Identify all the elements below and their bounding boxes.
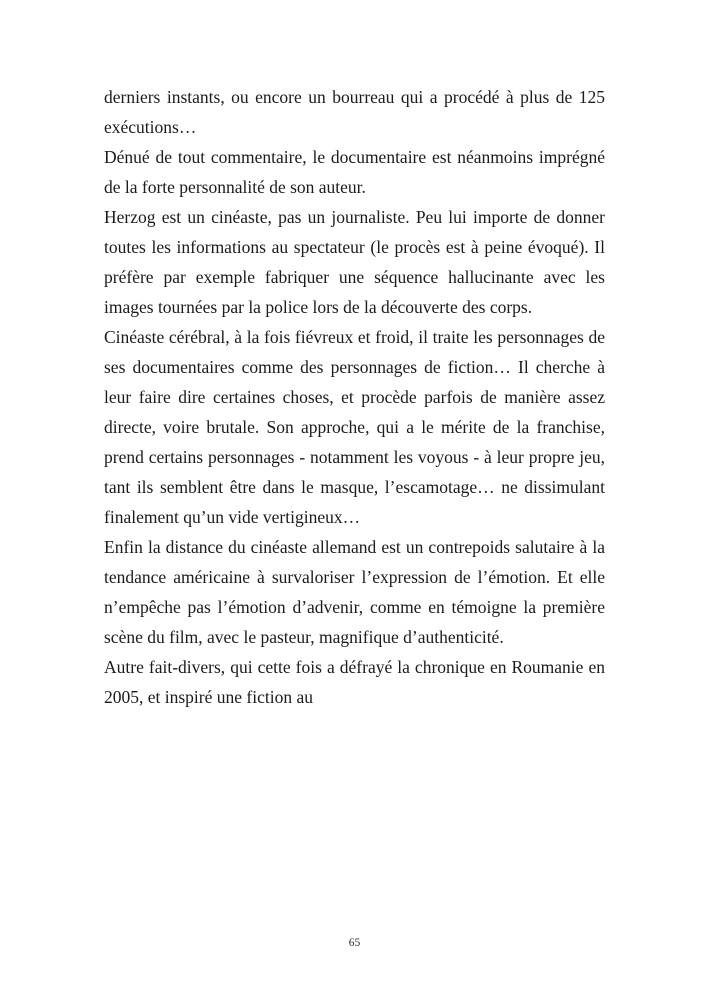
paragraph: Autre fait-divers, qui cette fois a défrayé la chronique en Roumanie en 2005, et inspiré une fiction au (104, 657, 605, 707)
paragraph: Herzog est un cinéaste, pas un journaliste. Peu lui importe de donner toutes les informations au spectateur (le procès est à peine évoqué). Il préfère par exemple fabriquer une séquence hallucinante avec les images tournées par la police lors de la découverte des corps. (104, 207, 605, 317)
paragraph: Enfin la distance du cinéaste allemand est un contrepoids salutaire à la tendance américaine à survaloriser l’expression de l’émotion. Et elle n’empêche pas l’émotion d’advenir, comme en témoigne la première scène du film, avec le pasteur, magnifique d’authenticité. (104, 537, 605, 647)
paragraph: Cinéaste cérébral, à la fois fiévreux et froid, il traite les personnages de ses documentaires comme des personnages de fiction… Il cherche à leur faire dire certaines choses, et procède parfois de manière assez directe, voire brutale. Son approche, qui a le mérite de la franchise, prend certains personnages - notamment les voyous - à leur propre jeu, tant ils semblent être dans le masque, l’escamotage… ne dissimulant finalement qu’un vide vertigineux… (104, 327, 605, 527)
body-text (104, 82, 605, 712)
paragraph: derniers instants, ou encore un bourreau qui a procédé à plus de 125 exécutions… (104, 87, 605, 137)
paragraph: Dénué de tout commentaire, le documentaire est néanmoins imprégné de la forte personnalité de son auteur. (104, 147, 605, 197)
page-number: 65 (348, 937, 361, 949)
